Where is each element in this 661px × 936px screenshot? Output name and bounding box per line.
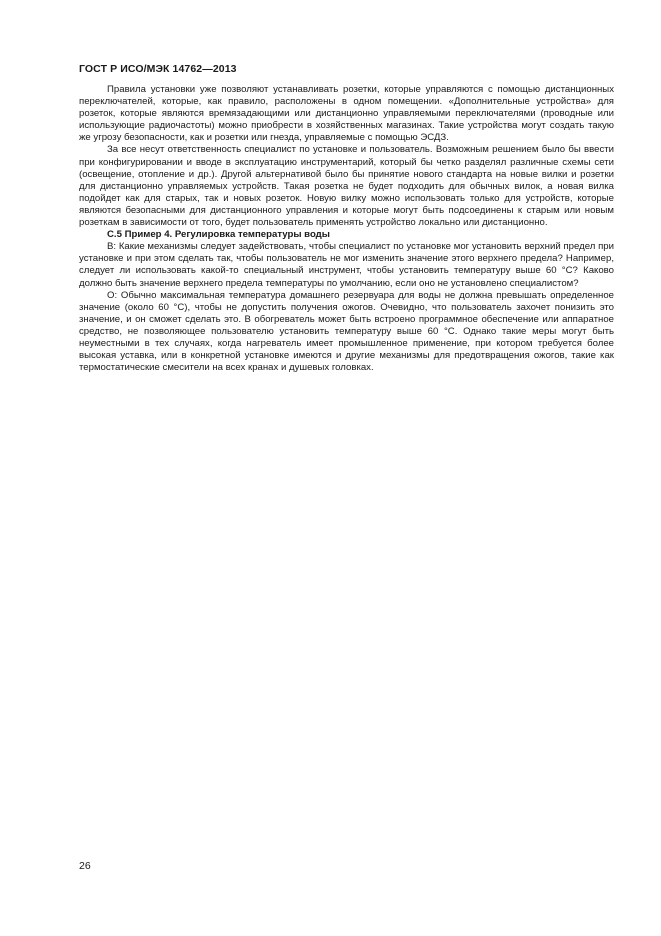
section-heading: С.5 Пример 4. Регулировка температуры воды <box>107 229 330 241</box>
body-paragraph: Правила установки уже позволяют устанавливать розетки, которые управляются с помощью дистанционных переключателей, которые, как правило, расположены в одном помещении. «Дополнительные устройства» для розеток, которые являются времязадающими или дистанционно управляемыми переключателями (проводные или использующие радиочастоты) можно приобрести в хозяйственных магазинах. Такие устройства могут создать такую же угрозу безопасности, как и розетки или гнезда, управляемые с помощью ЭСДЗ. <box>79 84 614 144</box>
document-body <box>79 84 614 374</box>
page-number: 26 <box>79 860 91 872</box>
question-paragraph: В: Какие механизмы следует задействовать, чтобы специалист по установке мог установить верхний предел при установке и при этом сделать так, чтобы пользователь не мог изменить значение этого верхнего предела? Например, следует ли использовать какой-то специальный инструмент, чтобы установить температуру выше 60 °С? Каково должно быть значение верхнего предела температуры по умолчанию, если оно не установлено специалистом? <box>79 241 614 289</box>
answer-paragraph: О: Обычно максимальная температура домашнего резервуара для воды не должна превышать определенное значение (около 60 °С), чтобы не допустить получения ожогов. Очевидно, что пользователь захочет понизить это значение, и он сможет сделать это. В обогреватель может быть встроено программное обеспечение или аппаратное средство, не позволяющее пользователю установить температуру выше 60 °С. Однако такие меры могут быть неуместными в тех случаях, когда нагреватель имеет промышленное применение, при котором требуется более высокая уставка, или в конкретной установке имеются и другие механизмы для предотвращения ожогов, такие как термостатические смесители на всех кранах и душевых головках. <box>79 289 614 374</box>
standard-header: ГОСТ Р ИСО/МЭК 14762—2013 <box>79 63 237 75</box>
body-paragraph: За все несут ответственность специалист по установке и пользователь. Возможным решением было бы ввести при конфигурировании и вводе в эксплуатацию инструментарий, который бы четко разделял различные схемы сети (освещение, отопление и др.). Другой альтернативой было бы принятие нового стандарта на новые вилки и розетки для дистанционно управляемых устройств. Такая розетка не будет подходить для обычных вилок, а новая вилка подойдет как для старых, так и новых розеток. Новую вилку можно использовать только для устройств, которые являются безопасными для дистанционного управления и которые могут быть подсоединены к старым или новым розеткам в зависимости от того, будет пользователь применять устройство локально или дистанционно. <box>79 144 614 229</box>
